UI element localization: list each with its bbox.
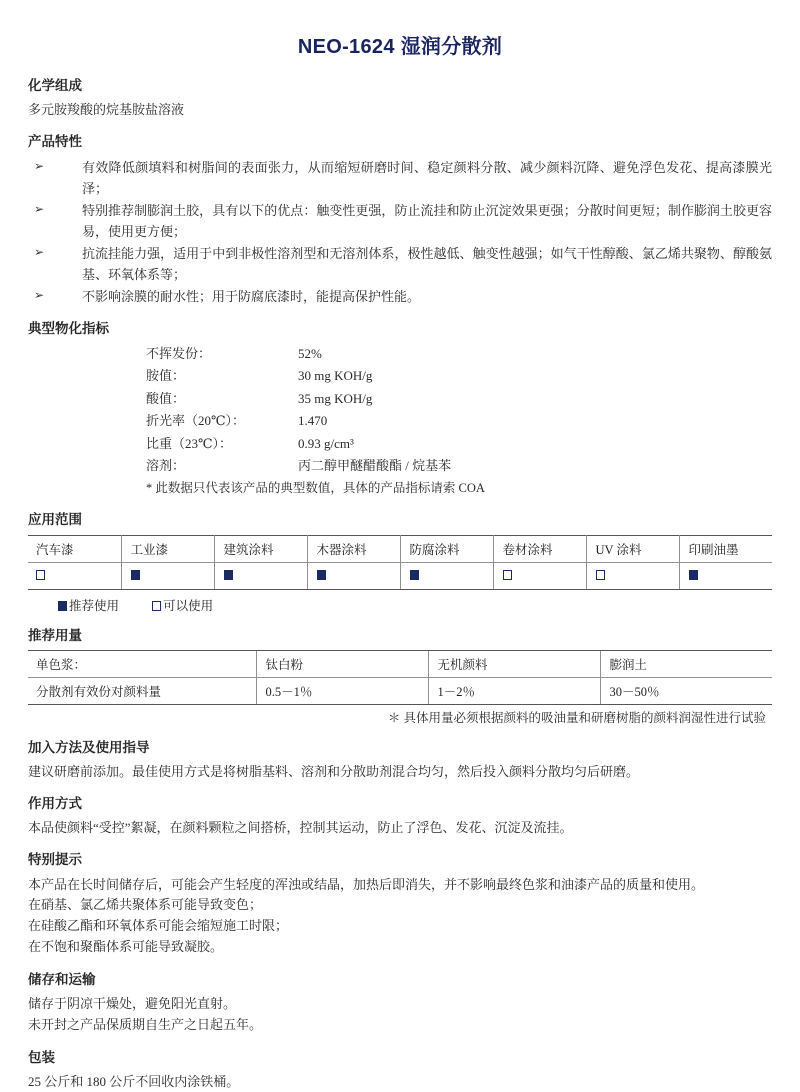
checkbox-open-icon <box>503 570 512 580</box>
column-header: 卷材涂料 <box>493 535 586 562</box>
packaging-heading: 包装 <box>28 1049 55 1065</box>
mechanism-text: 本品使颜料“受控”絮凝，在颜料颗粒之间搭桥，控制其运动，防止了浮色、发花、沉淀及流挂。 <box>28 820 573 836</box>
application-cell <box>679 562 772 589</box>
spec-value: 丙二醇甲醚醋酸酯 / 烷基苯 <box>298 457 452 473</box>
dosage-table <box>28 650 772 705</box>
dosage-cell: 30－50％ <box>600 677 772 704</box>
list-item-text: 抗流挂能力强，适用于中到非极性溶剂型和无溶剂体系，极性越低、触变性越强；如气干性醇酸、氯乙烯共聚物、醇酸氨基、环氧体系等； <box>82 245 772 282</box>
column-header: 工业漆 <box>121 535 214 562</box>
column-header: 木器涂料 <box>307 535 400 562</box>
bullet-arrow-icon: ➢ <box>34 287 45 302</box>
list-item <box>28 243 772 285</box>
list-item-text: 有效降低颜填料和树脂间的表面张力，从而缩短研磨时间、稳定颜料分散、减少颜料沉降、避免浮色发花、提高漆膜光泽； <box>82 159 772 196</box>
list-item-text: 特别推荐制膨润土胶，具有以下的优点：触变性更强，防止流挂和防止沉淀效果更强；分散时间更短；制作膨润土胶更容易，使用更方便； <box>82 202 772 239</box>
spec-value: 35 mg KOH/g <box>298 390 373 406</box>
product-code: NEO-1624 <box>297 36 395 58</box>
table-row <box>146 410 451 432</box>
page-title <box>28 30 772 59</box>
notice-heading: 特别提示 <box>28 852 82 868</box>
list-item <box>28 200 772 242</box>
bullet-arrow-icon: ➢ <box>34 158 45 173</box>
table-row <box>146 388 451 410</box>
spec-value: 52% <box>298 346 322 362</box>
application-cell <box>400 562 493 589</box>
checkbox-filled-icon <box>131 570 140 580</box>
features-heading: 产品特性 <box>28 134 82 150</box>
specs-footnote: * 此数据只代表该产品的典型数值，具体的产品指标请索 COA <box>146 481 485 496</box>
section-usage <box>28 739 772 782</box>
column-header: UV 涂料 <box>586 535 679 562</box>
composition-text: 多元胺羧酸的烷基胺盐溶液 <box>28 102 185 118</box>
specs-heading: 典型物化指标 <box>28 320 109 336</box>
checkbox-filled-icon <box>689 570 698 580</box>
section-storage <box>28 971 772 1036</box>
application-cell <box>28 562 121 589</box>
spec-label: 折光率（20℃）： <box>146 413 246 429</box>
section-notice <box>28 851 772 957</box>
column-header: 建筑涂料 <box>214 535 307 562</box>
checkbox-filled-icon <box>410 570 419 580</box>
application-heading: 应用范围 <box>28 512 82 528</box>
legend-item-recommended <box>58 596 119 614</box>
column-header: 无机颜料 <box>428 650 600 677</box>
list-item <box>28 157 772 199</box>
section-specs <box>28 320 772 498</box>
notice-text: 本产品在长时间储存后，可能会产生轻度的浑浊或结晶，加热后即消失，并不影响最终色浆和油漆产品的质量和使用。 <box>28 876 705 892</box>
notice-text: 在硅酸乙酯和环氧体系可能会缩短施工时限； <box>28 918 289 934</box>
notice-text: 在不饱和聚酯体系可能导致凝胶。 <box>28 939 224 955</box>
bullet-arrow-icon: ➢ <box>34 201 45 216</box>
storage-text: 未开封之产品保质期自生产之日起五年。 <box>28 1016 263 1032</box>
application-cell <box>307 562 400 589</box>
legend-item-usable <box>152 596 213 614</box>
legend-label: 可以使用 <box>163 598 214 613</box>
spec-label: 酸值： <box>146 390 186 406</box>
legend-label: 推荐使用 <box>69 598 120 613</box>
spec-label: 比重（23℃）： <box>146 435 233 451</box>
column-header: 印刷油墨 <box>679 535 772 562</box>
list-item-text: 不影响涂膜的耐水性；用于防腐底漆时，能提高保护性能。 <box>82 288 421 304</box>
packaging-text: 25 公斤和 180 公斤不回收内涂铁桶。 <box>28 1073 240 1089</box>
usage-text: 建议研磨前添加。最佳使用方式是将树脂基料、溶剂和分散助剂混合均匀，然后投入颜料分散均匀后研磨。 <box>28 763 640 779</box>
dosage-cell: 分散剂有效份对颜料量 <box>28 677 256 704</box>
spec-value: 0.93 g/cm³ <box>298 435 354 451</box>
column-header: 单色浆： <box>28 650 256 677</box>
section-mechanism <box>28 795 772 838</box>
application-table <box>28 535 772 590</box>
features-list <box>28 157 772 307</box>
checkbox-open-icon <box>152 601 161 611</box>
checkbox-filled-icon <box>224 570 233 580</box>
checkbox-open-icon <box>596 570 605 580</box>
composition-heading: 化学组成 <box>28 78 82 93</box>
storage-text: 储存于阴凉干燥处，避免阳光直射。 <box>28 996 237 1012</box>
bullet-arrow-icon: ➢ <box>34 244 45 259</box>
dosage-heading: 推荐用量 <box>28 627 82 643</box>
table-row <box>146 433 451 455</box>
spec-value: 1.470 <box>298 413 328 429</box>
dosage-cell: 1－2％ <box>428 677 600 704</box>
spec-label: 溶剂： <box>146 457 186 473</box>
section-packaging <box>28 1049 772 1092</box>
table-header-row <box>28 650 772 677</box>
storage-heading: 储存和运输 <box>28 971 96 987</box>
table-row <box>28 677 772 704</box>
section-application <box>28 511 772 613</box>
checkbox-open-icon <box>36 570 45 580</box>
checkbox-filled-icon <box>58 601 67 611</box>
dosage-footnote: ＊ 具体用量必须根据颜料的吸油量和研磨树脂的颜料润湿性进行试验 <box>387 710 766 725</box>
specs-table <box>146 343 451 477</box>
section-features <box>28 133 772 307</box>
application-legend <box>58 596 772 614</box>
column-header: 汽车漆 <box>28 535 121 562</box>
table-row <box>146 455 451 477</box>
spec-label: 不挥发份： <box>146 346 212 362</box>
spec-value: 30 mg KOH/g <box>298 368 373 384</box>
section-dosage <box>28 627 772 726</box>
list-item <box>28 286 772 307</box>
section-composition <box>28 77 772 120</box>
checkbox-filled-icon <box>317 570 326 580</box>
mechanism-heading: 作用方式 <box>28 796 82 812</box>
table-row <box>146 343 451 365</box>
application-cell <box>493 562 586 589</box>
notice-text: 在硝基、氯乙烯共聚体系可能导致变色； <box>28 897 263 913</box>
product-name: 湿润分散剂 <box>400 36 503 58</box>
application-cell <box>586 562 679 589</box>
column-header: 防腐涂料 <box>400 535 493 562</box>
column-header: 膨润土 <box>600 650 772 677</box>
table-row <box>146 365 451 387</box>
dosage-cell: 0.5－1％ <box>256 677 428 704</box>
table-row <box>28 562 772 589</box>
application-cell <box>214 562 307 589</box>
usage-heading: 加入方法及使用指导 <box>28 739 150 755</box>
spec-label: 胺值： <box>146 368 186 384</box>
application-cell <box>121 562 214 589</box>
column-header: 钛白粉 <box>256 650 428 677</box>
table-header-row <box>28 535 772 562</box>
